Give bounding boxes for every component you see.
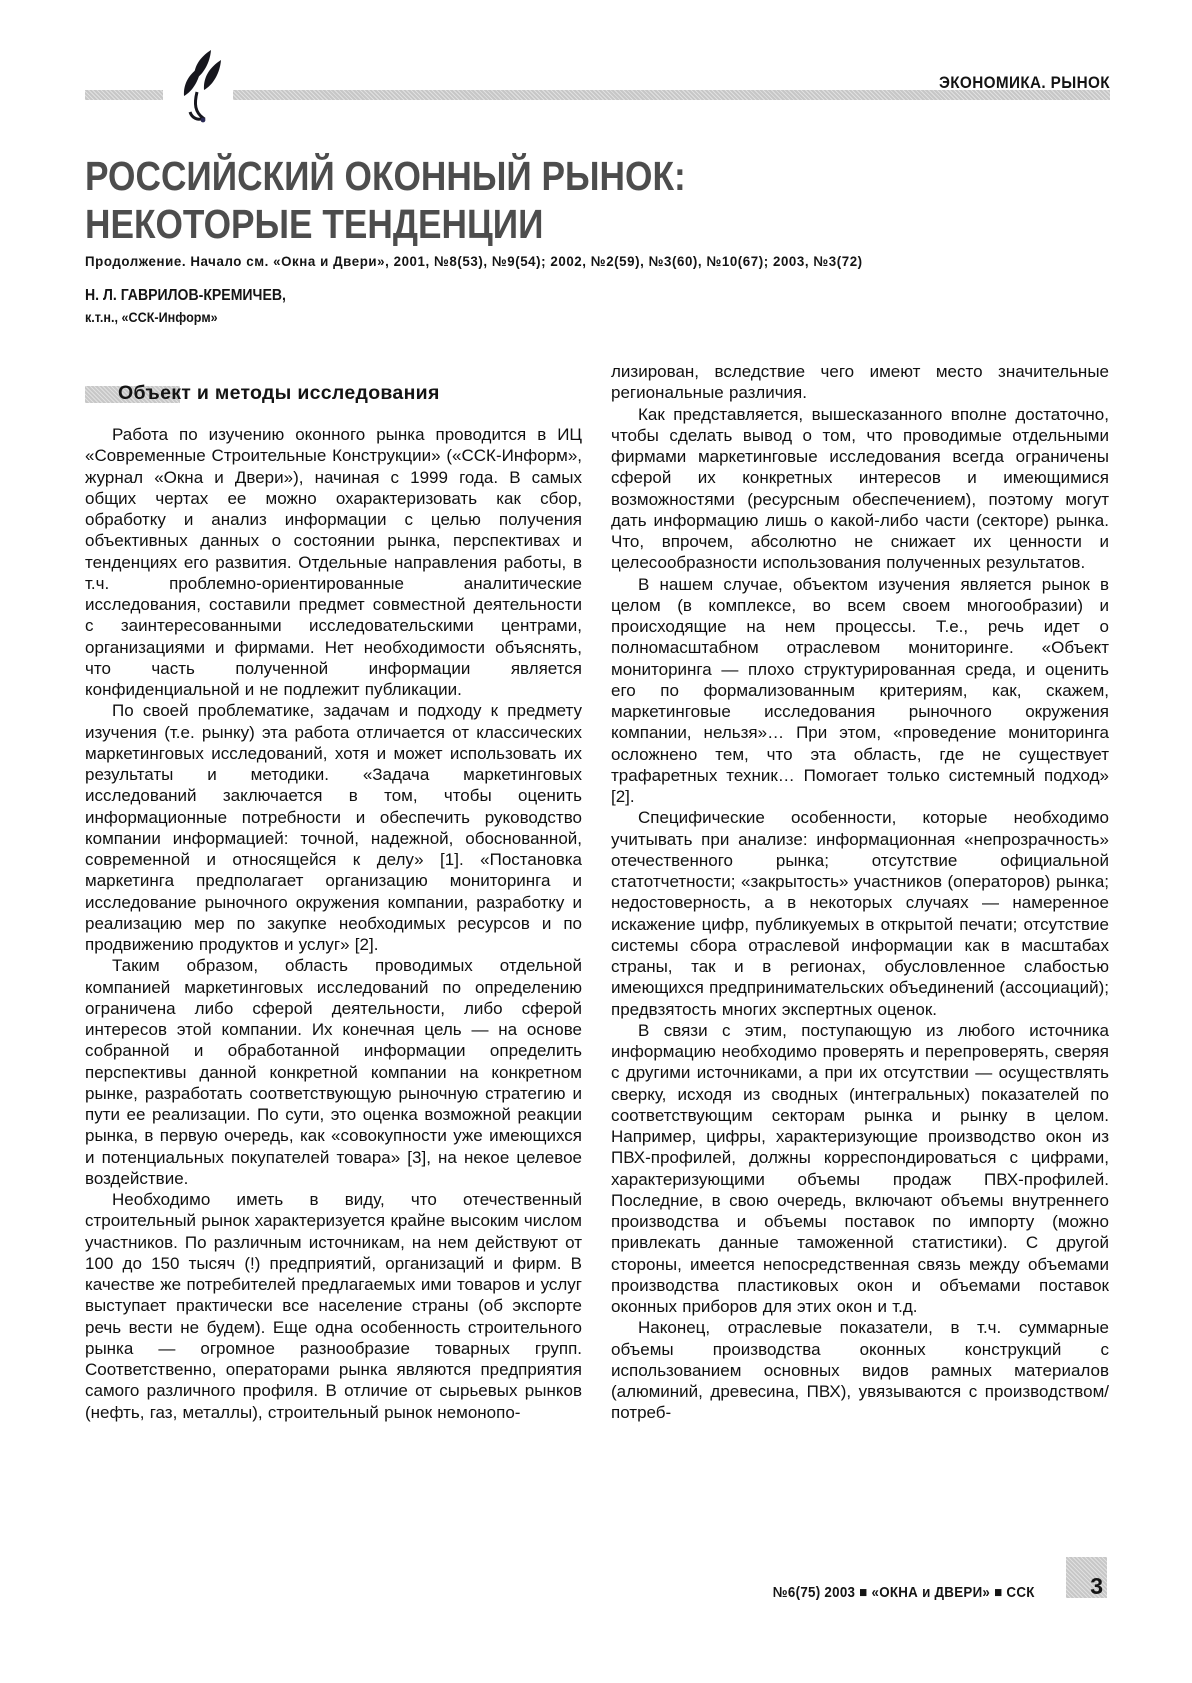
right-column [611, 361, 1109, 1424]
magazine-logo-icon [167, 50, 229, 126]
paragraph: Таким образом, область проводимых отдельной компанией маркетинговых исследований по определению ограничена либо сферой деятельности, либо сферой интересов этой компании. Их конечная цель — на основе собранной и обработанной информации определить перспективы данной конкретной компании на конкретном рынке, разработать соответствующую рыночную стратегию и пути ее реализации. По сути, это оценка возможной реакции рынка, в первую очередь, как «совокупности уже имеющихся и потенциальных покупателей товара» [3], на некое целевое воздействие. [85, 956, 582, 1188]
paragraph: Специфические особенности, которые необходимо учитывать при анализе: информационная «непрозрачность» отечественного рынка; отсутствие официальной статотчетности; «закрытость» участников (операторов) рынка; недостоверность, а в некоторых случаях — намеренное искажение цифр, публикуемых в открытой печати; отсутствие системы сбора отраслевой информации как в масштабах страны, так и в регионах, обусловленное слабостью имеющихся предпринимательских объединений (ассоциаций); предвзятость многих экспертных оценок. [611, 808, 1109, 1019]
section-heading-block [85, 382, 582, 411]
page-number-square [1066, 1557, 1107, 1598]
paragraph: В нашем случае, объектом изучения является рынок в целом (в комплексе, во всем своем многообразии) и происходящие на нем процессы. Т.е., речь идет о полномасштабном отраслевом мониторинге. «Объект мониторинга — плохо структурированная среда, и оценить его по формализованным критериям, как, скажем, маркетинговые исследования рыночного окружения компании, нельзя»… При этом, «проведение мониторинга осложнено тем, что эта область, где не существует трафаретных техник… Помогает только системный подход» [2]. [611, 574, 1109, 806]
paragraph: Наконец, отраслевые показатели, в т.ч. суммарные объемы производства оконных конструкций с использованием основных видов рамных материалов (алюминий, древесина, ПВХ), увязываются с производством/потреб- [611, 1318, 1109, 1423]
left-column [85, 382, 582, 1423]
author-credentials: к.т.н., «ССК-Информ» [85, 309, 218, 325]
paragraph: Работа по изучению оконного рынка проводится в ИЦ «Современные Строительные Конструкции» («ССК-Информ», журнал «Окна и Двери»), начиная с 1999 года. В самых общих чертах ее можно охарактеризовать как сбор, обработку и анализ информации с целью получения объективных данных о состоянии рынка, перспективах и тенденциях его развития. Отдельные направления работы, в т.ч. проблемно-ориентированные аналитические исследования, составили предмет совместной деятельности с заинтересованными исследовательскими центрами, организациями и фирмами. Нет необходимости объяснять, что часть полученной информации является конфиденциальной и не подлежит публикации. [85, 425, 582, 699]
paragraph: Как представляется, вышесказанного вполне достаточно, чтобы сделать вывод о том, что проводимые отдельными фирмами маркетинговые исследования всегда ограничены сферой их конкретных интересов и имеющимися возможностями (ресурсным обеспечением), поэтому могут дать информацию лишь о какой-либо части (секторе) рынка. Что, впрочем, абсолютно не снижает их ценности и целесообразности использования полученных результатов. [611, 404, 1109, 573]
paragraph: В связи с этим, поступающую из любого источника информацию необходимо проверять и перепроверять, сверяя с другими источниками, а при их отсутствии — осуществлять сверку, исходя из сводных (интегральных) показателей по соответствующим секторам рынка и рынку в целом. Например, цифры, характеризующие производство окон из ПВХ-профилей, должны корреспондироваться с цифрами, характеризующими объемы продаж ПВХ-профилей. Последние, в свою очередь, включают объемы внутреннего производства и объемы поставок по импорту (можно привлекать данные таможенной статистики). С другой стороны, имеется непосредственная связь между объемами производства пластиковых окон и объемами поставок оконных приборов для этих окон и т.д. [611, 1020, 1109, 1316]
section-heading: Объект и методы исследования [118, 382, 440, 404]
article-title-line2: НЕКОТОРЫЕ ТЕНДЕНЦИИ [85, 201, 544, 247]
paragraph: По своей проблематике, задачам и подходу к предмету изучения (т.е. рынку) эта работа отличается от классических маркетинговых исследований, хотя и может использовать их результаты и методики. «Задача маркетинговых исследований заключается в том, чтобы оценить информационные потребности и обеспечить руководство компании информацией: точной, надежной, обоснованной, современной и относящейся к делу» [1]. «Постановка маркетинга предполагает организацию мониторинга и исследование рыночного окружения компании, разработку и реализацию мер по закупке необходимых ресурсов и по продвижению продуктов и услуг» [2]. [85, 701, 582, 954]
rubric-label: ЭКОНОМИКА. РЫНОК [939, 73, 1110, 92]
article-title [85, 152, 686, 248]
paragraph: Необходимо иметь в виду, что отечественный строительный рынок характеризуется крайне высоким числом участников. По различным источникам, на нем действуют от 100 до 150 тысяч (!) предприятий, организаций и фирм. В качестве же потребителей предлагаемых ими товаров и услуг выступает практически все население страны (об экспорте речь вести не будем). Еще одна особенность строительного рынка — огромное разнообразие товарных групп. Соответственно, операторами рынка являются предприятия самого различного профиля. В отличие от сырьевых рынков (нефть, газ, металлы), строительный рынок немонопо- [85, 1190, 582, 1422]
author-name: Н. Л. ГАВРИЛОВ-КРЕМИЧЕВ, [85, 287, 286, 304]
paragraph: лизирован, вследствие чего имеют место значительные региональные различия. [611, 362, 1109, 403]
article-title-line1: РОССИЙСКИЙ ОКОННЫЙ РЫНОК: [85, 153, 686, 199]
footer-issue-line: №6(75) 2003 ■ «ОКНА и ДВЕРИ» ■ ССК [773, 1585, 1035, 1601]
page-number: 3 [1090, 1573, 1103, 1599]
continuation-note: Продолжение. Начало см. «Окна и Двери», 2001, №8(53), №9(54); 2002, №2(59), №3(60), №10(67); 2003, №3(72) [85, 253, 863, 269]
